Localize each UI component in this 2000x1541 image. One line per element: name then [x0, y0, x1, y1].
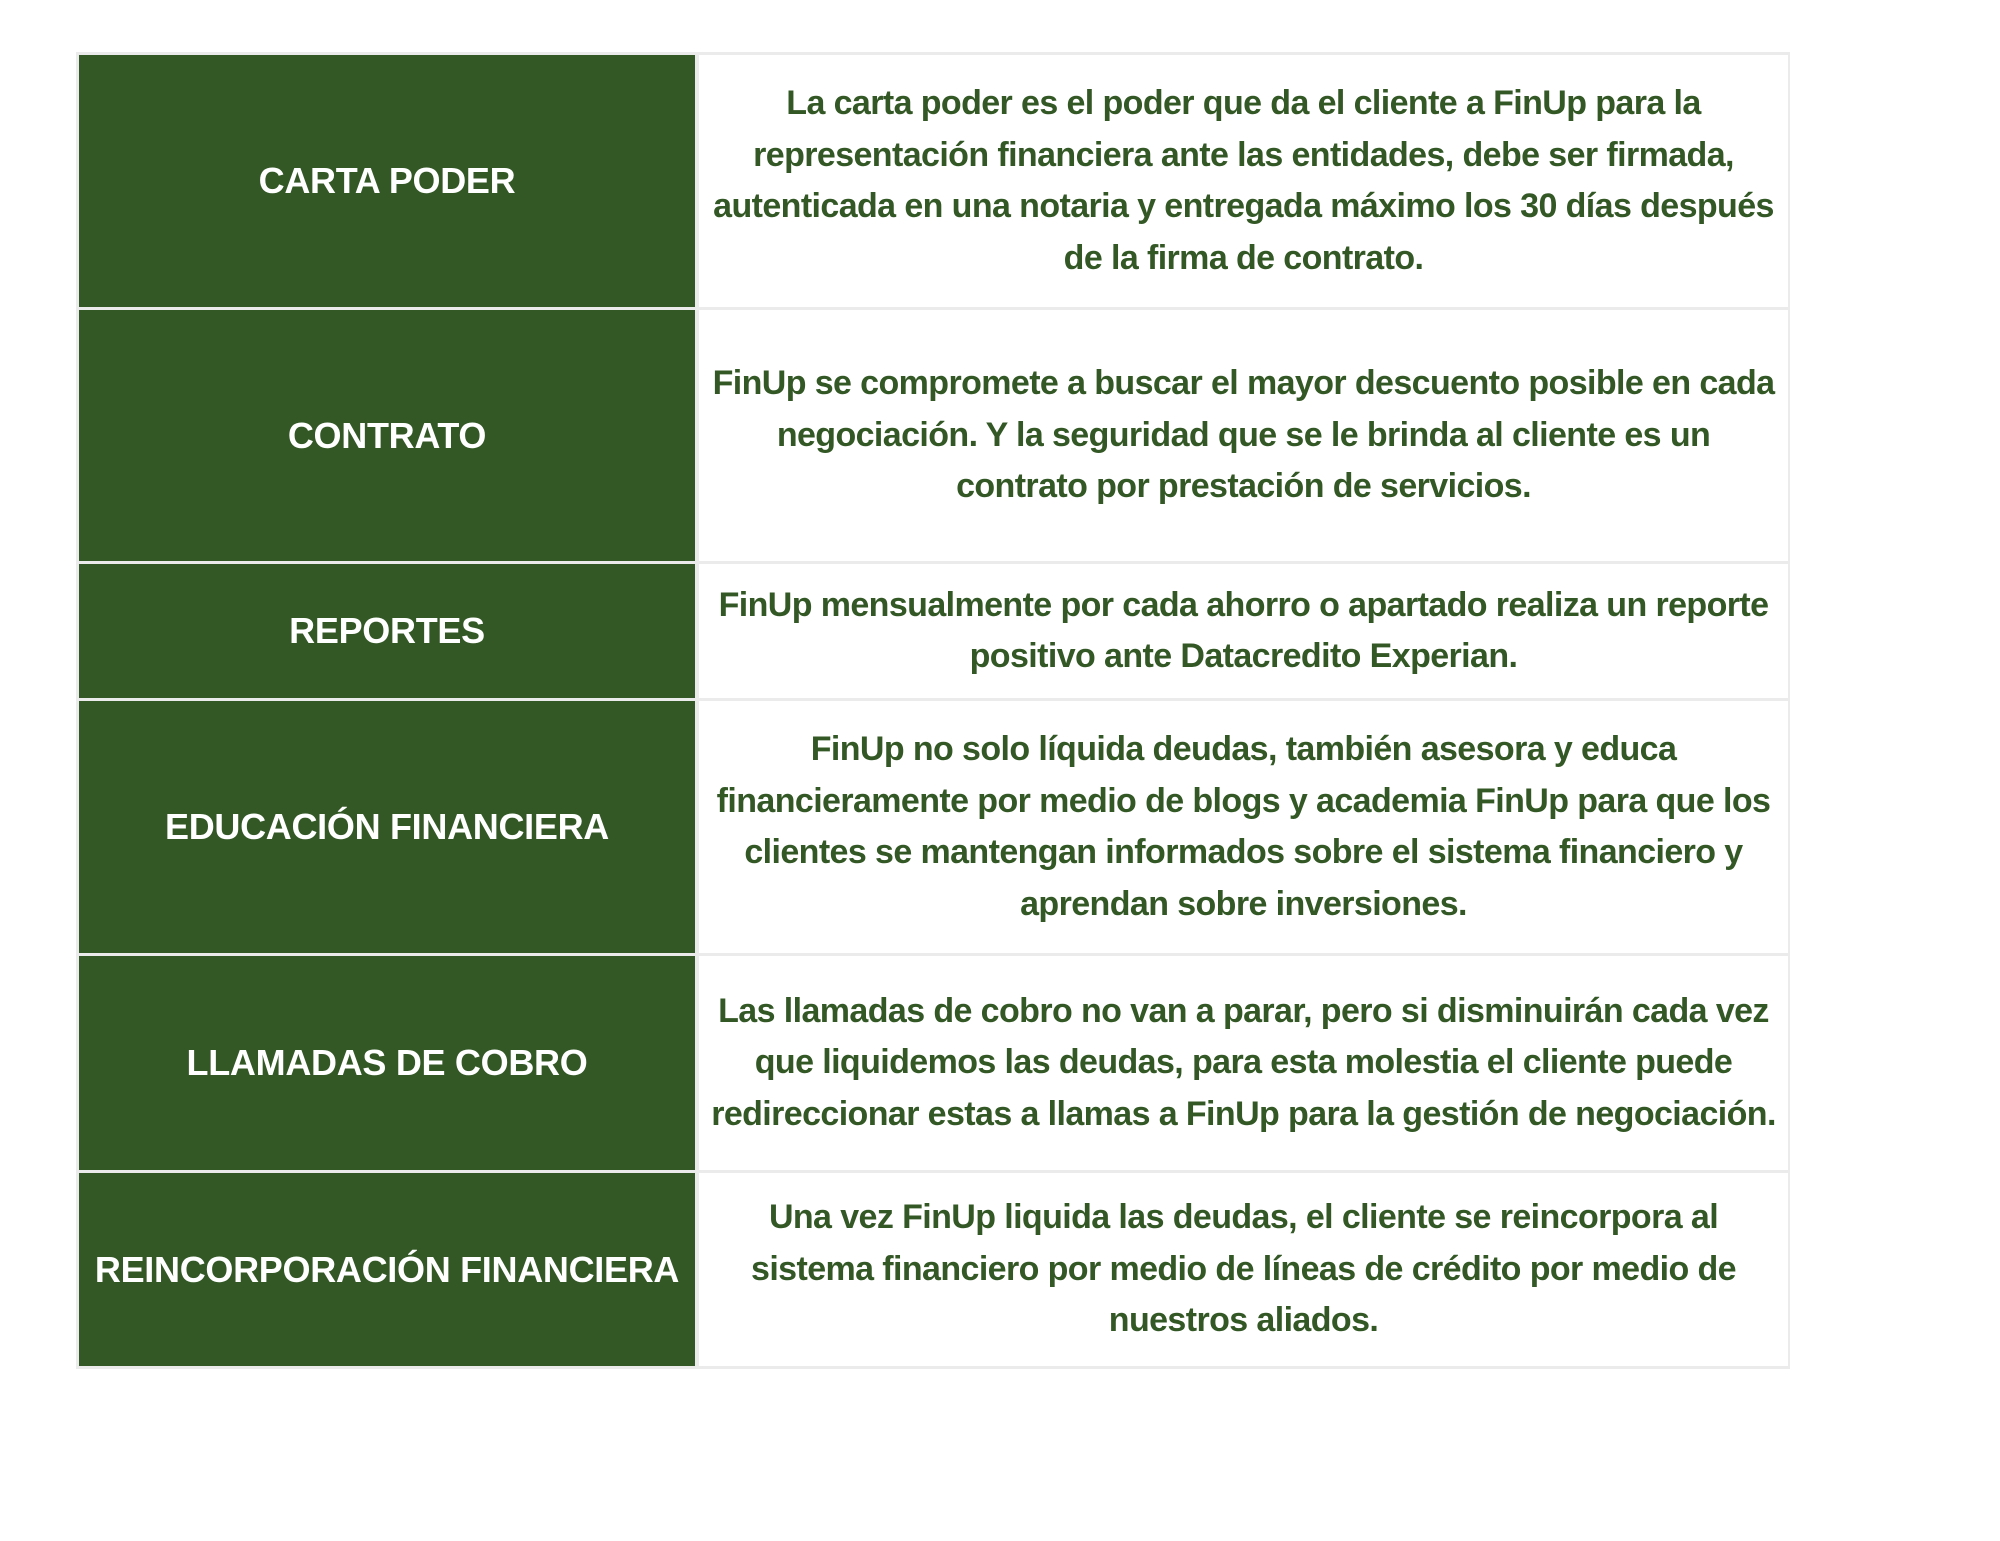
row-description-llamadas-de-cobro [699, 956, 1788, 1170]
row-label-educacion-financiera [79, 701, 695, 953]
row-description-contrato [699, 310, 1788, 561]
row-label-contrato [79, 310, 695, 561]
row-label-carta-poder [79, 55, 695, 307]
row-description-text: La carta poder es el poder que da el cliente a FinUp para la representación financiera ante las entidades, debe ser firmada, autenticada en una notaria y entregada máximo los 30 días después de la firma de contrato. [713, 84, 1774, 277]
row-label-text: CONTRATO [287, 414, 487, 456]
row-description-reincorporacion-financiera [699, 1173, 1788, 1366]
row-label-llamadas-de-cobro [79, 956, 695, 1170]
row-label-text: LLAMADAS DE COBRO [186, 1042, 588, 1083]
row-description-educacion-financiera [699, 701, 1788, 953]
info-table [76, 52, 1790, 1369]
row-description-reportes [699, 564, 1788, 698]
row-label-text: REINCORPORACIÓN FINANCIERA [94, 1248, 680, 1290]
row-label-text: REPORTES [289, 610, 485, 651]
row-description-text: Las llamadas de cobro no van a parar, pero si disminuirán cada vez que liquidemos las deudas, para esta molestia el cliente puede redireccionar estas a llamas a FinUp para la gestión de negociación. [711, 991, 1776, 1133]
row-label-reportes [79, 564, 695, 698]
row-label-reincorporacion-financiera [79, 1173, 695, 1366]
row-label-text: CARTA PODER [258, 160, 516, 201]
row-description-text: Una vez FinUp liquida las deudas, el cliente se reincorpora al sistema financiero por medio de líneas de crédito por medio de nuestros aliados. [751, 1198, 1736, 1340]
row-description-carta-poder [699, 55, 1788, 307]
row-description-text: FinUp no solo líquida deudas, también asesora y educa financieramente por medio de blogs y academia FinUp para que los clientes se mantengan informados sobre el sistema financiero y aprendan sobre inversiones. [716, 730, 1771, 923]
row-label-text: EDUCACIÓN FINANCIERA [164, 806, 609, 847]
row-description-text: FinUp se compromete a buscar el mayor descuento posible en cada negociación. Y la seguridad que se le brinda al cliente es un contrato por prestación de servicios. [712, 364, 1775, 506]
row-description-text: FinUp mensualmente por cada ahorro o apartado realiza un reporte positivo ante Datacredito Experian. [718, 585, 1769, 675]
